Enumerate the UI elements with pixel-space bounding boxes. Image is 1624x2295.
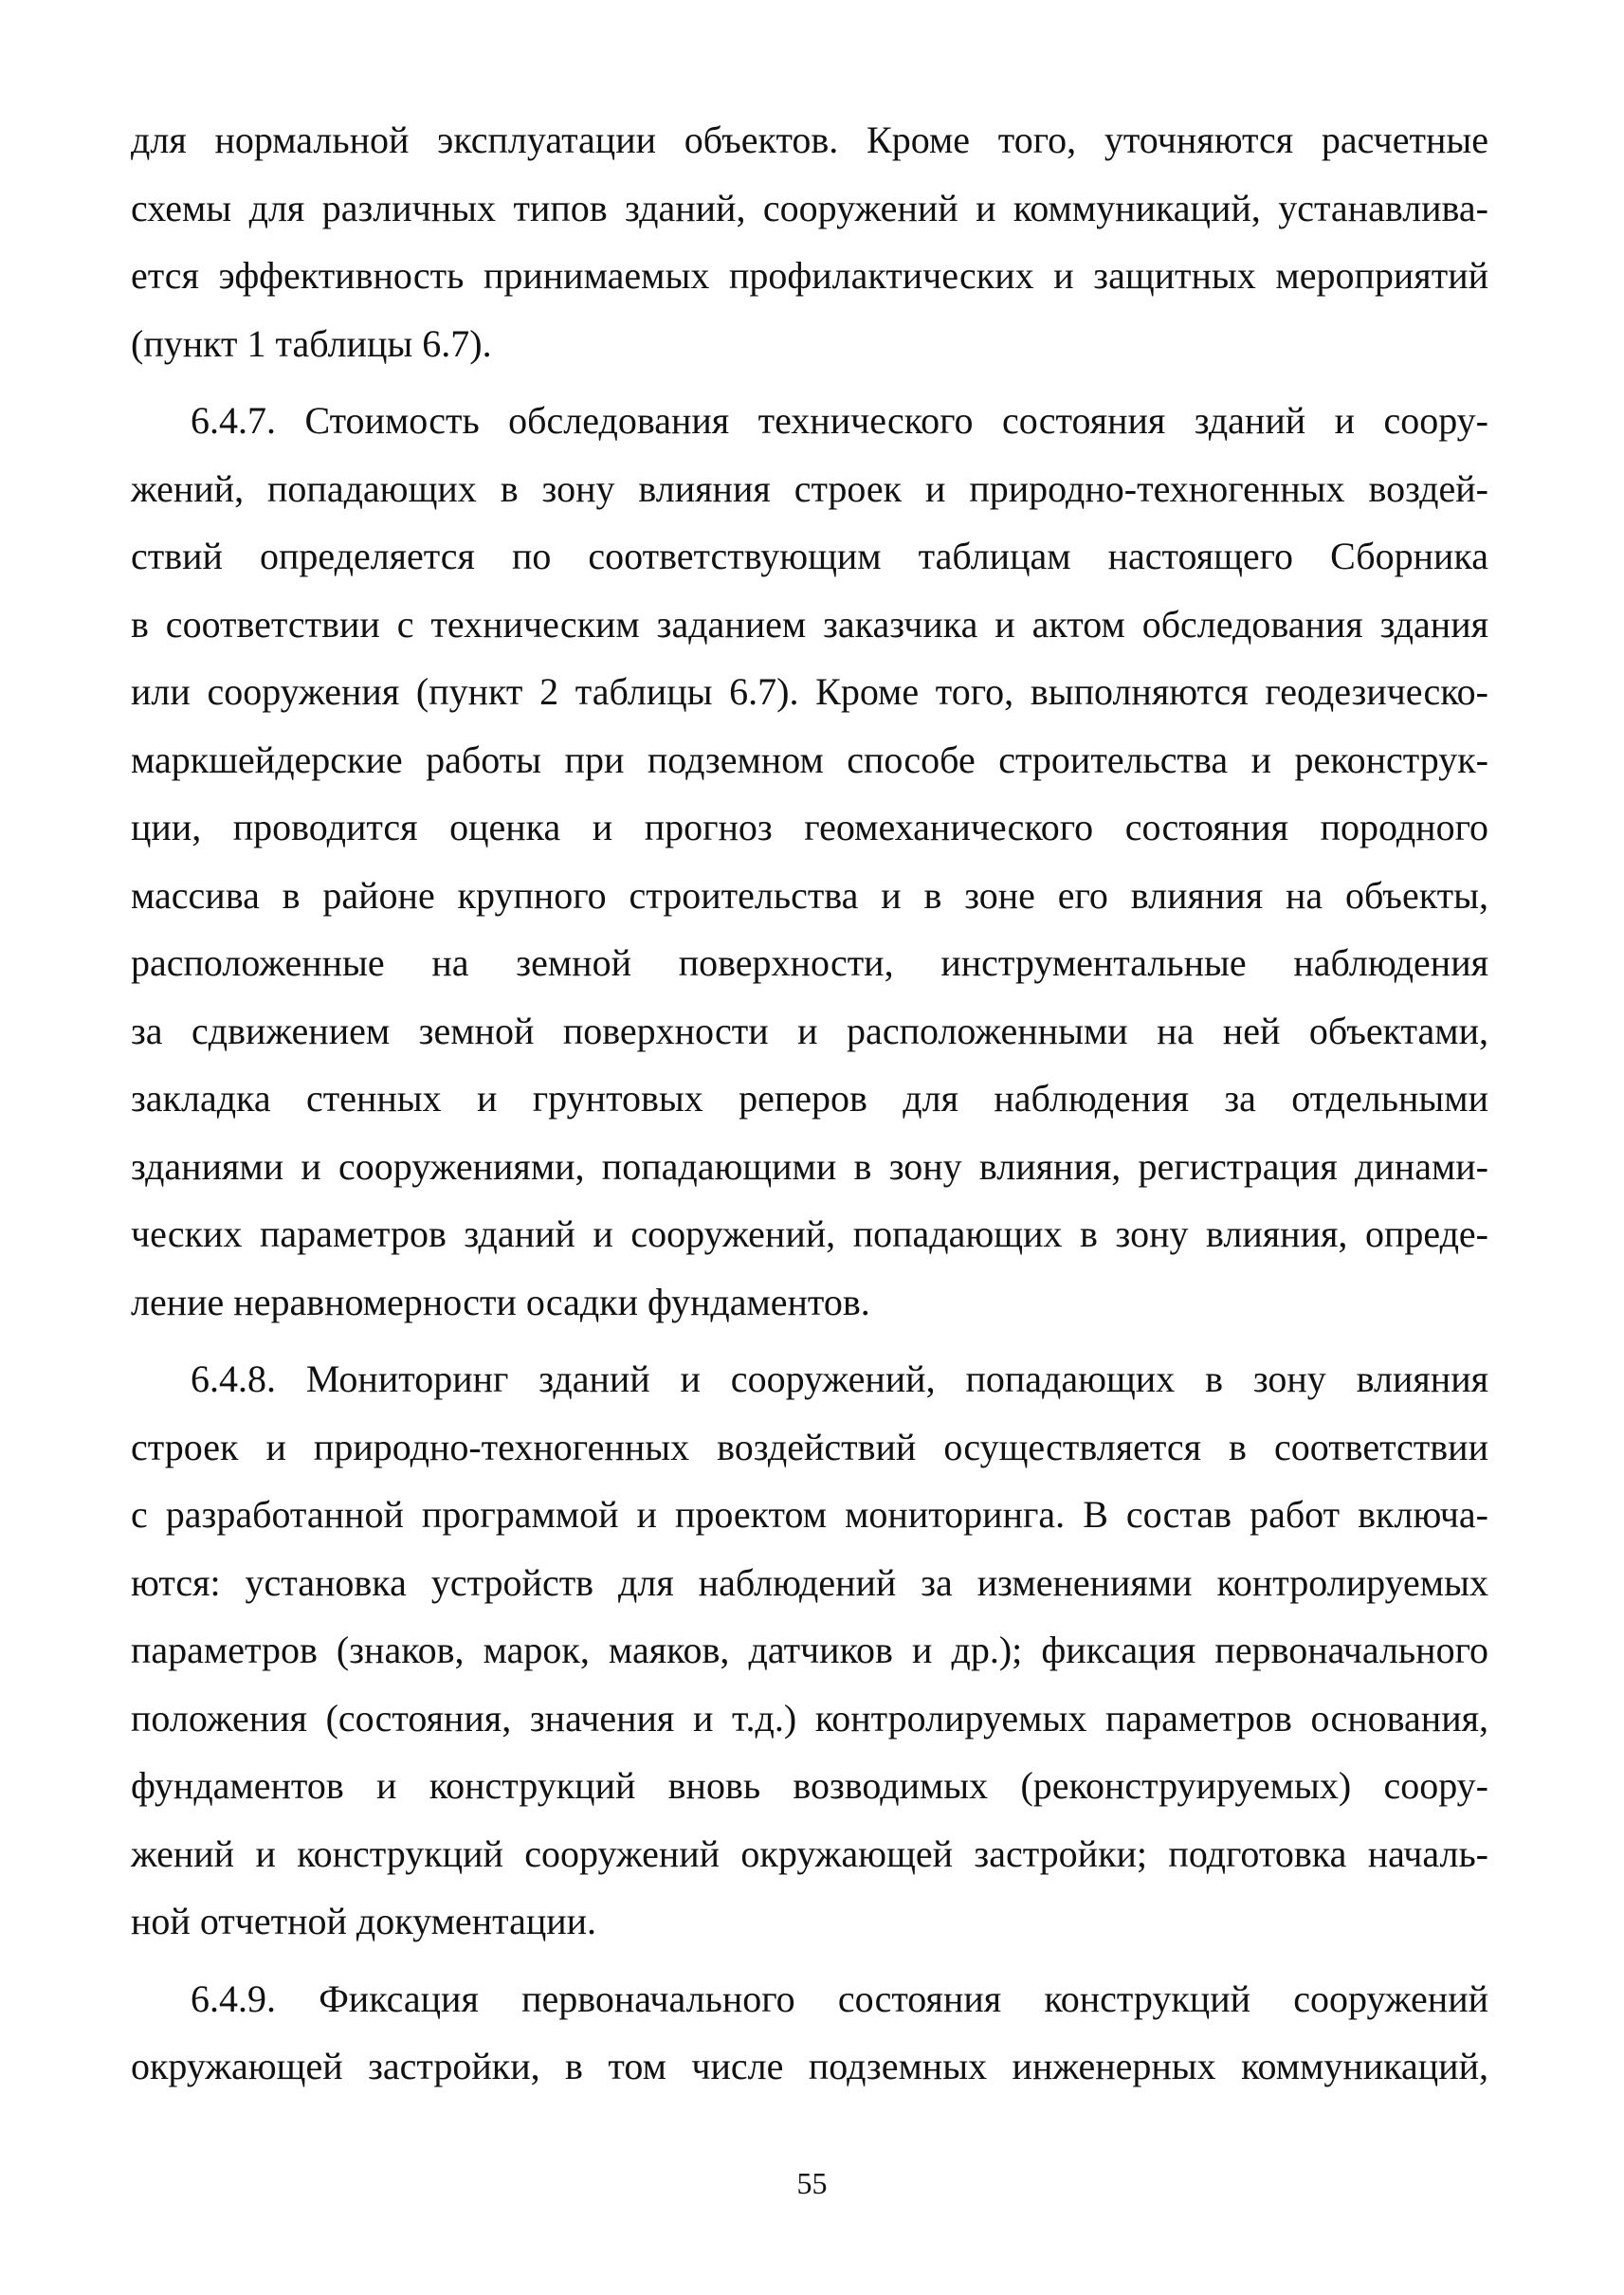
- text-line: строек и природно-техногенных воздействий осуществляется в соответствии: [131, 1425, 1488, 1468]
- text-line: ции, проводится оценка и прогноз геомеханического состояния породного: [131, 806, 1488, 848]
- text-line: ческих параметров зданий и сооружений, попадающих в зону влияния, опреде-: [131, 1212, 1488, 1255]
- text-line: с разработанной программой и проектом мониторинга. В состав работ включа-: [131, 1493, 1488, 1536]
- body-text: [131, 106, 1488, 2101]
- text-line: маркшейдерские работы при подземном способе строительства и реконструк-: [131, 738, 1488, 781]
- text-line: схемы для различных типов зданий, сооружений и коммуникаций, устанавлива-: [131, 186, 1488, 229]
- text-line: ются: установка устройств для наблюдений за изменениями контролируемых: [131, 1560, 1488, 1604]
- paragraph-6-4-9: [131, 1965, 1488, 2101]
- text-line: окружающей застройки, в том числе подземных инженерных коммуникаций,: [131, 2045, 1488, 2087]
- text-line: ление неравномерности осадки фундаментов.: [131, 1280, 870, 1323]
- text-line: положения (состояния, значения и т.д.) контролируемых параметров основания,: [131, 1696, 1488, 1739]
- page-number: 55: [796, 2166, 828, 2200]
- text-line: за сдвижением земной поверхности и расположенными на ней объектами,: [131, 1009, 1488, 1052]
- paragraph-continuation: [131, 106, 1488, 377]
- text-line: параметров (знаков, марок, маяков, датчиков и др.); фиксация первоначального: [131, 1629, 1488, 1671]
- text-line: ется эффективность принимаемых профилактических и защитных мероприятий: [131, 254, 1488, 297]
- text-line: жений, попадающих в зону влияния строек и природно-техногенных воздей-: [131, 466, 1488, 510]
- text-line: для нормальной эксплуатации объектов. Кроме того, уточняются расчетные: [131, 118, 1488, 161]
- paragraph-6-4-8: [131, 1345, 1488, 1956]
- text-line: или сооружения (пункт 2 таблицы 6.7). Кроме того, выполняются геодезическо-: [131, 670, 1488, 713]
- text-line: 6.4.8. Мониторинг зданий и сооружений, попадающих в зону влияния: [191, 1357, 1488, 1400]
- paragraph-6-4-7: [131, 387, 1488, 1336]
- text-line: расположенные на земной поверхности, инструментальные наблюдения: [131, 941, 1488, 984]
- text-line: жений и конструкций сооружений окружающей застройки; подготовка началь-: [131, 1831, 1488, 1875]
- text-line: закладка стенных и грунтовых реперов для наблюдения за отдельными: [131, 1077, 1488, 1120]
- text-line: в соответствии с техническим заданием заказчика и актом обследования здания: [131, 602, 1488, 646]
- text-line: ной отчетной документации.: [131, 1900, 597, 1942]
- text-line: фундаментов и конструкций вновь возводимых (реконструируемых) соору-: [131, 1764, 1488, 1807]
- text-line: зданиями и сооружениями, попадающими в зону влияния, регистрация динами-: [131, 1144, 1488, 1188]
- text-line: 6.4.9. Фиксация первоначального состояния конструкций сооружений: [191, 1976, 1488, 2020]
- text-line: 6.4.7. Стоимость обследования технического состояния зданий и соору-: [191, 399, 1488, 442]
- text-line: массива в районе крупного строительства и в зоне его влияния на объекты,: [131, 873, 1488, 917]
- text-line: (пункт 1 таблицы 6.7).: [131, 321, 492, 365]
- text-line: ствий определяется по соответствующим таблицам настоящего Сборника: [131, 535, 1488, 577]
